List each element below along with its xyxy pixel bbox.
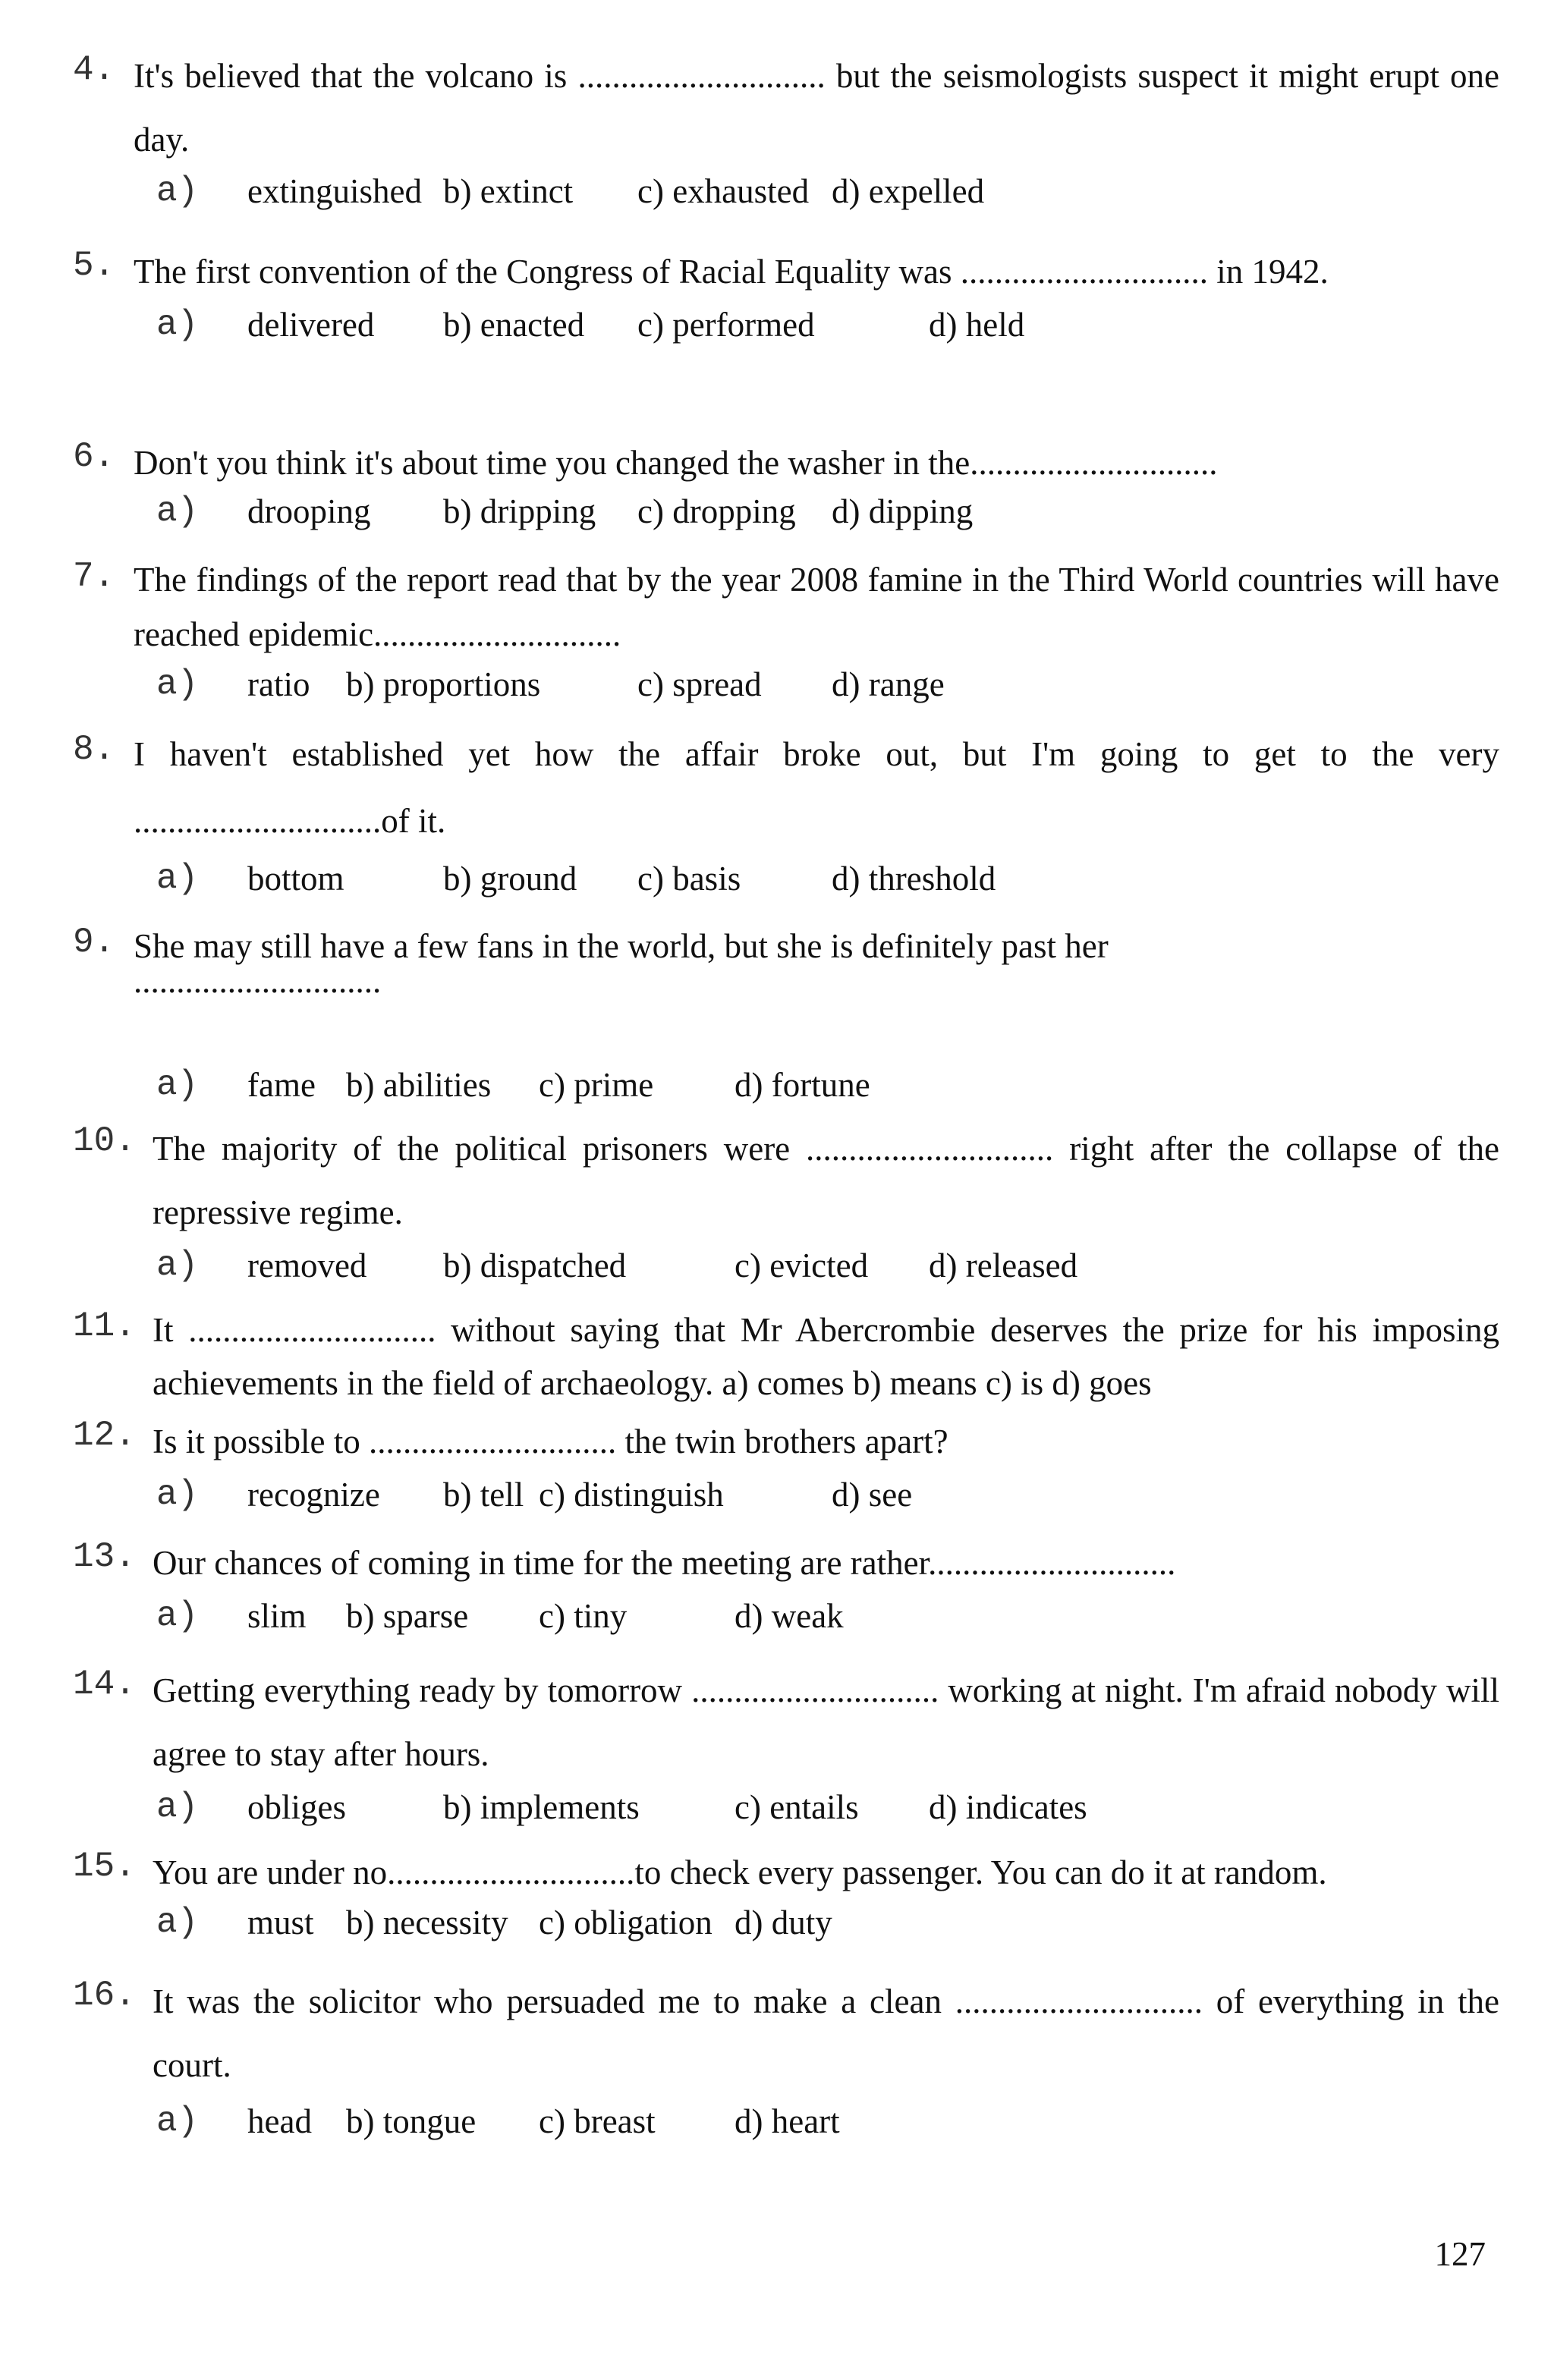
question-11 <box>73 1303 1499 1410</box>
option-a: delivered <box>247 306 375 344</box>
option-c: c) obligation <box>539 1904 713 1941</box>
option-d: d) released <box>929 1247 1078 1284</box>
option-d: d) range <box>832 665 945 703</box>
option-d: d) expelled <box>832 172 985 210</box>
answer-options <box>73 1903 1499 1956</box>
question-number: 7. <box>73 557 115 596</box>
option-a: bottom <box>247 860 344 898</box>
question-12 <box>73 1413 1499 1523</box>
option-d: d) held <box>929 306 1025 344</box>
answer-options <box>73 2102 1499 2155</box>
option-a: drooping <box>247 492 371 530</box>
answer-options <box>73 859 1499 912</box>
question-6 <box>73 432 1499 546</box>
page-number: 127 <box>1434 2235 1486 2273</box>
option-c: c) prime <box>539 1066 654 1104</box>
option-c: c) breast <box>539 2102 656 2140</box>
answer-options <box>73 1246 1499 1299</box>
question-15 <box>73 1842 1499 1956</box>
option-a: must <box>247 1904 314 1941</box>
option-a: obliges <box>247 1788 346 1826</box>
question-number: 15. <box>73 1847 136 1886</box>
question-text: Getting everything ready by tomorrow ............................. working at night. I'm afraid nobody will agree to stay after hours. <box>153 1671 1499 1773</box>
answer-options <box>73 305 1499 358</box>
option-d: d) heart <box>735 2102 840 2140</box>
option-c: c) exhausted <box>637 172 810 210</box>
option-d: d) dipping <box>832 492 974 530</box>
option-c: c) entails <box>735 1788 859 1826</box>
question-text: The first convention of the Congress of Racial Equality was ............................. in 1942. <box>134 253 1329 291</box>
question-number: 5. <box>73 246 115 285</box>
option-d: d) threshold <box>832 860 996 898</box>
option-b: b) extinct <box>443 172 574 210</box>
option-a: head <box>247 2102 312 2140</box>
option-a-label: a) <box>156 1065 199 1105</box>
option-a-label: a) <box>156 2102 199 2141</box>
answer-options <box>73 1787 1499 1841</box>
option-a-label: a) <box>156 665 199 704</box>
question-text: It ............................. without saying that Mr Abercrombie deserves the prize for his imposing achievements in the field of archaeology. a) comes b) means c) is d) goes <box>153 1311 1499 1402</box>
question-number: 16. <box>73 1976 136 2015</box>
option-b: b) proportions <box>346 665 541 703</box>
option-a-label: a) <box>156 305 199 344</box>
option-d: d) fortune <box>735 1066 870 1104</box>
question-number: 10. <box>73 1121 136 1161</box>
option-a: ratio <box>247 665 310 703</box>
option-c: c) tiny <box>539 1597 628 1635</box>
option-d: d) see <box>832 1476 913 1514</box>
option-c: c) basis <box>637 860 741 898</box>
option-a-label: a) <box>156 1475 199 1514</box>
question-4 <box>73 44 1499 225</box>
option-c: c) distinguish <box>539 1476 724 1514</box>
question-text-line: She may still have a few fans in the world, but she is definitely past her <box>134 927 1109 965</box>
answer-options <box>73 171 1499 225</box>
question-9 <box>73 918 1499 1105</box>
question-13 <box>73 1531 1499 1648</box>
question-number: 6. <box>73 437 115 476</box>
option-a: recognize <box>247 1476 380 1514</box>
question-5 <box>73 240 1499 357</box>
option-a: removed <box>247 1247 367 1284</box>
question-7 <box>73 552 1499 715</box>
option-c: c) dropping <box>637 492 796 530</box>
option-b: b) dispatched <box>443 1247 627 1284</box>
question-number: 14. <box>73 1665 136 1704</box>
question-text: The majority of the political prisoners were ............................. right after the collapse of the repressive regime. <box>153 1130 1499 1231</box>
question-text: The findings of the report read that by the year 2008 famine in the Third World countries will have reached epidemic............................. <box>134 561 1499 653</box>
answer-options <box>73 1065 1499 1118</box>
option-a-label: a) <box>156 1787 199 1827</box>
answer-options <box>73 1475 1499 1528</box>
question-number: 12. <box>73 1416 136 1455</box>
question-14 <box>73 1658 1499 1839</box>
option-a-label: a) <box>156 1903 199 1942</box>
answer-options <box>73 665 1499 718</box>
question-8 <box>73 721 1499 907</box>
option-a: extinguished <box>247 172 422 210</box>
question-text: You are under no.............................to check every passenger. You can do it at random. <box>153 1853 1327 1891</box>
option-b: b) tell <box>443 1476 524 1514</box>
option-b: b) necessity <box>346 1904 508 1941</box>
option-b: b) dripping <box>443 492 596 530</box>
question-text: I haven't established yet how the affair broke out, but I'm going to get to the very .............................of it. <box>134 735 1499 840</box>
option-b: b) tongue <box>346 2102 477 2140</box>
option-a-label: a) <box>156 859 199 898</box>
question-number: 13. <box>73 1537 136 1577</box>
question-number: 9. <box>73 923 115 962</box>
option-a: slim <box>247 1597 307 1635</box>
option-c: c) spread <box>637 665 762 703</box>
answer-options <box>73 1596 1499 1649</box>
option-a-label: a) <box>156 492 199 531</box>
option-a-label: a) <box>156 1596 199 1636</box>
option-a-label: a) <box>156 171 199 211</box>
option-b: b) enacted <box>443 306 585 344</box>
question-10 <box>73 1117 1499 1297</box>
option-b: b) sparse <box>346 1597 469 1635</box>
question-number: 11. <box>73 1306 136 1346</box>
option-b: b) ground <box>443 860 577 898</box>
question-text: Is it possible to ............................. the twin brothers apart? <box>153 1423 948 1460</box>
option-a: fame <box>247 1066 316 1104</box>
option-d: d) duty <box>735 1904 832 1941</box>
option-d: d) weak <box>735 1597 844 1635</box>
option-b: b) implements <box>443 1788 640 1826</box>
question-text: Our chances of coming in time for the meeting are rather............................. <box>153 1544 1176 1582</box>
question-number: 4. <box>73 50 115 90</box>
option-c: c) evicted <box>735 1247 869 1284</box>
answer-options <box>73 492 1499 545</box>
question-16 <box>73 1970 1499 2150</box>
option-c: c) performed <box>637 306 815 344</box>
option-d: d) indicates <box>929 1788 1087 1826</box>
option-a-label: a) <box>156 1246 199 1285</box>
question-text <box>134 918 1499 1030</box>
question-number: 8. <box>73 730 115 769</box>
option-b: b) abilities <box>346 1066 492 1104</box>
question-text: Don't you think it's about time you changed the washer in the............................. <box>134 444 1218 482</box>
question-text: It was the solicitor who persuaded me to make a clean ............................. of everything in the court. <box>153 1982 1499 2084</box>
answer-blank: ............................. <box>134 962 382 1000</box>
question-text: It's believed that the volcano is ............................. but the seismologists suspect it might erupt one day. <box>134 57 1499 159</box>
